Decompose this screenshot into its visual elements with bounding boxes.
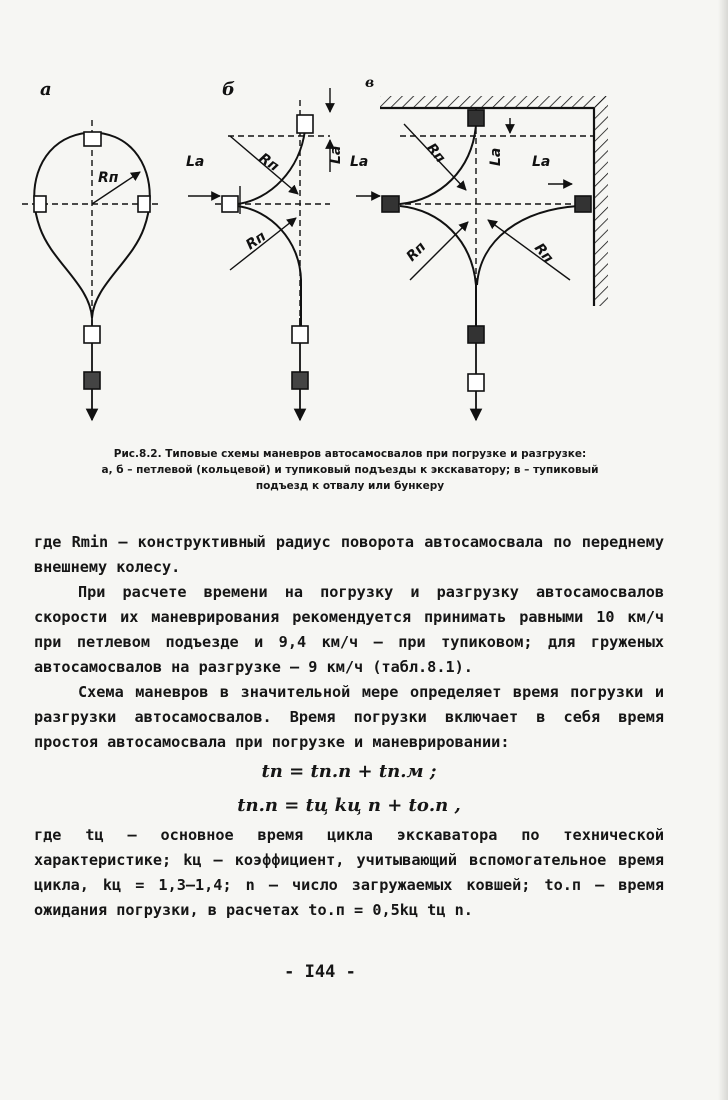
panel-c-dump-approach bbox=[356, 96, 608, 420]
panel-a-loop-approach bbox=[22, 120, 162, 420]
caption-line-2: а, б – петлевой (кольцевой) и тупиковый подъезды к экскаватору; в – тупиковый bbox=[101, 464, 599, 476]
panel-label-v: в bbox=[365, 75, 375, 91]
panel-c-radius-label-right: Rп bbox=[530, 240, 557, 267]
page-number: - I44 - bbox=[284, 962, 356, 982]
panel-label-a: а bbox=[40, 79, 52, 100]
figure-caption bbox=[30, 446, 670, 494]
paragraph-maneuver-speeds: При расчете времени на погрузку и разгрузку автосамосвалов скорости их маневрирования рекомендуется принимать равными 10 км/ч при петлевом подъезде и 9,4 км/ч – при тупиковом; для груженых автосамосвалов на разгрузке – 9 км/ч (табл.8.1). bbox=[34, 583, 664, 676]
panel-b-radius-label-bottom: Rп bbox=[243, 228, 270, 254]
equation-loading-time: tп = tп.п + tп.м ; bbox=[261, 761, 437, 782]
paragraph-loading-time: Схема маневров в значительной мере определяет время погрузки и разгрузки автосамосвалов. Время погрузки включает в себя время простоя автосамосвала при погрузке и маневрировании: bbox=[34, 683, 664, 751]
panel-b-vertical-approach-label: La bbox=[328, 145, 344, 164]
panel-c-vertical-approach-label: La bbox=[488, 147, 504, 166]
panel-b-approach-label: La bbox=[186, 154, 205, 170]
panel-b-dead-end-approach bbox=[188, 88, 330, 420]
caption-line-3: подъезд к отвалу или бункеру bbox=[255, 480, 445, 492]
caption-line-1: Рис.8.2. Типовые схемы маневров автосамосвалов при погрузке и разгрузке: bbox=[113, 448, 587, 460]
panel-c-radius-label-bottom: Rп bbox=[403, 239, 430, 265]
panel-c-approach-label-left: La bbox=[350, 154, 369, 170]
panel-label-b: б bbox=[222, 79, 235, 100]
paragraph-rmin-definition: где Rmin – конструктивный радиус поворота автосамосвала по переднему внешнему колесу. bbox=[34, 533, 664, 576]
equation-loading-duration: tп.п = tц kц n + tо.п , bbox=[237, 795, 461, 816]
maneuver-diagrams-figure bbox=[0, 0, 728, 430]
main-text bbox=[34, 530, 664, 923]
panel-c-approach-label-right: La bbox=[532, 154, 551, 170]
panel-b-radius-label-top: Rп bbox=[255, 150, 282, 176]
page-edge-shadow bbox=[718, 0, 728, 1100]
panel-c-radius-label-top: Rп bbox=[422, 140, 449, 167]
panel-a-radius-label: Rп bbox=[98, 170, 119, 186]
paragraph-variable-definitions: где tц – основное время цикла экскаватора по технической характеристике; kц – коэффициент, учитывающий вспомогательное время цикла, kц = 1,3–1,4; n – число загружаемых ковшей; tо.п – время ожидания погрузки, в расчетах tо.п = 0,5kц tц n. bbox=[34, 826, 664, 919]
